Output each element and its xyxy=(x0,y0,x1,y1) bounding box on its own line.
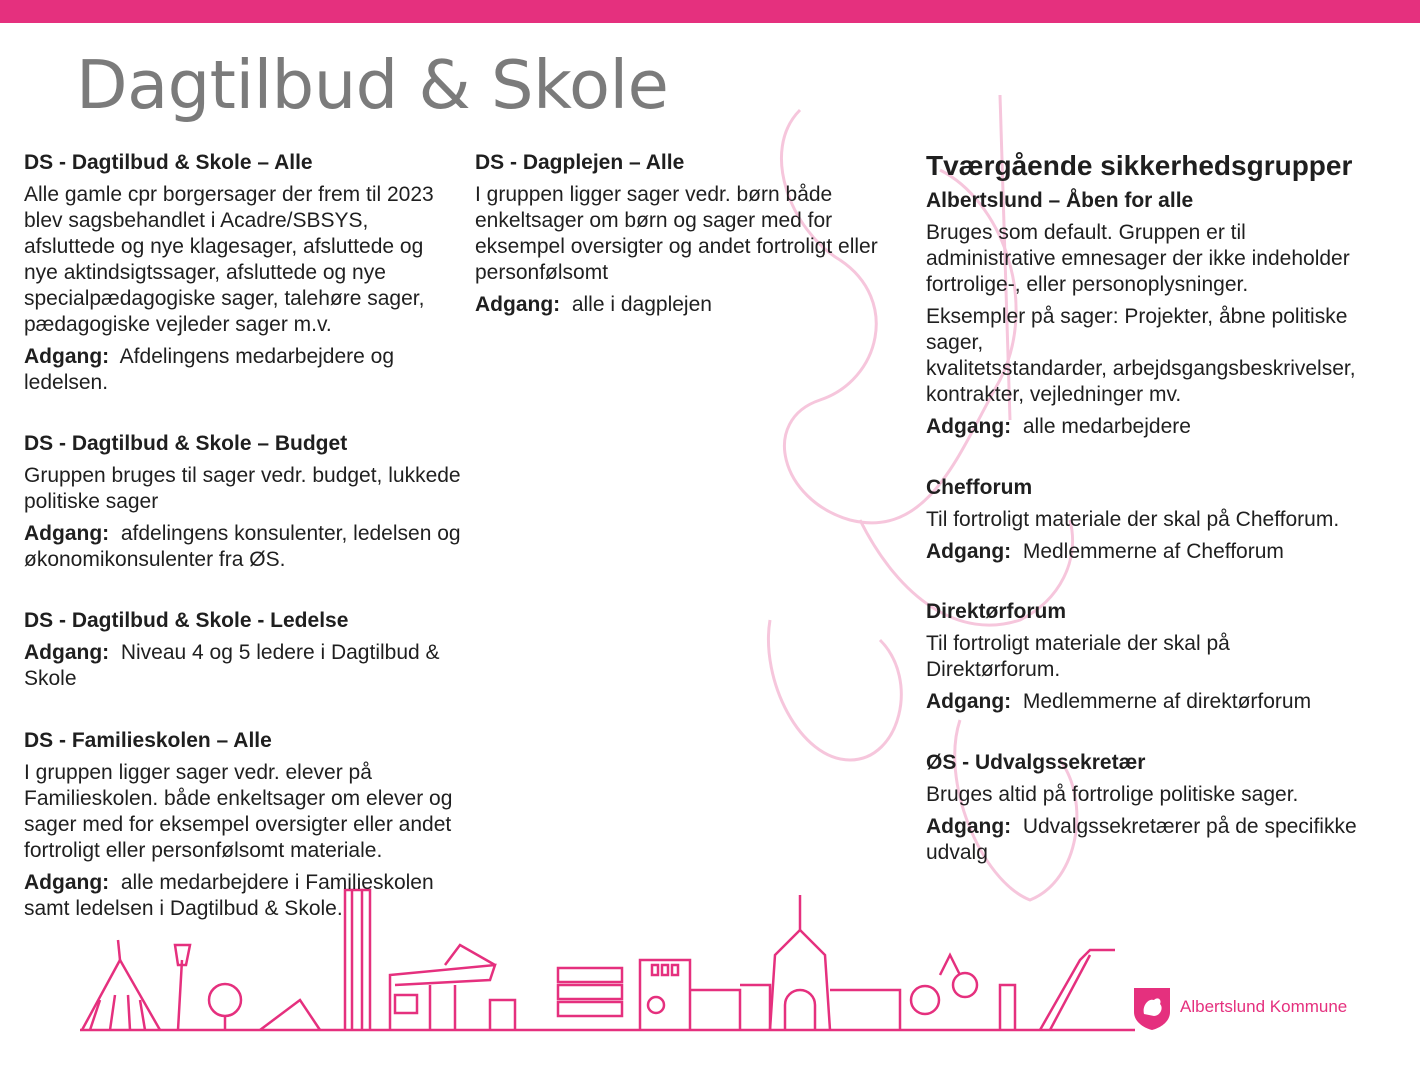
group-examples: Eksempler på sager: Projekter, åbne politiske sager, kvalitetsstandarder, arbejdsgangsbeskrivelser, kontrakter, vejledninger mv. xyxy=(926,305,1356,406)
cross-groups-section xyxy=(926,150,1396,446)
group-access: Adgang: afdelingens konsulenter, ledelsen og økonomikonsulenter fra ØS. xyxy=(24,522,461,571)
group-description: Bruges altid på fortrolige politiske sager. xyxy=(926,783,1299,806)
municipality-logo-text: Albertslund Kommune xyxy=(1180,997,1348,1016)
group-direktoerforum xyxy=(926,599,1396,721)
group-description: I gruppen ligger sager vedr. elever på Familieskolen. både enkeltsager om elever og sager med for eksempel oversigter eller andet fortroligt eller personfølsomt materiale. xyxy=(24,761,453,862)
group-heading: Chefforum xyxy=(926,476,1033,499)
group-heading: DS - Familieskolen – Alle xyxy=(24,729,272,752)
group-heading: ØS - Udvalgssekretær xyxy=(926,751,1146,774)
top-accent-bar xyxy=(0,0,1420,23)
group-access: Adgang: alle medarbejdere i Familieskolen samt ledelsen i Dagtilbud & Skole. xyxy=(24,871,434,920)
group-ds-alle xyxy=(24,150,484,402)
group-albertslund xyxy=(926,188,1396,440)
group-access: Adgang: Niveau 4 og 5 ledere i Dagtilbud & Skole xyxy=(24,641,440,690)
group-heading: Albertslund – Åben for alle xyxy=(926,189,1194,212)
group-heading: DS - Dagtilbud & Skole – Alle xyxy=(24,151,313,174)
group-access: Adgang: alle i dagplejen xyxy=(475,293,712,316)
group-access: Adgang: Afdelingens medarbejdere og ledelsen. xyxy=(24,345,395,394)
group-access: Adgang: alle medarbejdere xyxy=(926,415,1191,438)
group-chefforum xyxy=(926,475,1396,571)
group-description: Gruppen bruges til sager vedr. budget, lukkede politiske sager xyxy=(24,464,461,513)
group-familieskolen xyxy=(24,728,484,928)
group-access: Adgang: Udvalgssekretærer på de specifikke udvalg xyxy=(926,815,1357,864)
group-dagplejen xyxy=(475,150,915,324)
group-access: Adgang: Medlemmerne af Chefforum xyxy=(926,540,1284,563)
group-description: Til fortroligt materiale der skal på Direktørforum. xyxy=(926,632,1230,681)
group-heading: Direktørforum xyxy=(926,600,1067,623)
group-ds-ledelse xyxy=(24,608,484,698)
group-access: Adgang: Medlemmerne af direktørforum xyxy=(926,690,1312,713)
page-title: Dagtilbud & Skole xyxy=(76,46,669,124)
group-description: I gruppen ligger sager vedr. børn både enkeltsager om børn og sager med for eksempel oversigter og andet fortroligt eller personfølsomt xyxy=(475,183,878,284)
group-description: Bruges som default. Gruppen er til administrative emnesager der ikke indeholder fortrolige-, eller personoplysninger. xyxy=(926,221,1350,296)
group-heading: DS - Dagtilbud & Skole – Budget xyxy=(24,432,348,455)
group-heading: DS - Dagtilbud & Skole - Ledelse xyxy=(24,609,349,632)
rooster-shield-icon xyxy=(1132,986,1172,1030)
group-udvalgssekretaer xyxy=(926,750,1396,872)
group-description: Til fortroligt materiale der skal på Chefforum. xyxy=(926,508,1340,531)
group-heading: DS - Dagplejen – Alle xyxy=(475,151,685,174)
group-ds-budget xyxy=(24,431,484,579)
group-description: Alle gamle cpr borgersager der frem til 2023 blev sagsbehandlet i Acadre/SBSYS, afsluttede og nye klagesager, afsluttede og nye aktindsigtssager, afsluttede og nye specialpædagogiske sager, talehøre sager, pædagogiske vejleder sager m.v. xyxy=(24,183,434,336)
section-title: Tværgående sikkerhedsgrupper xyxy=(926,150,1353,181)
